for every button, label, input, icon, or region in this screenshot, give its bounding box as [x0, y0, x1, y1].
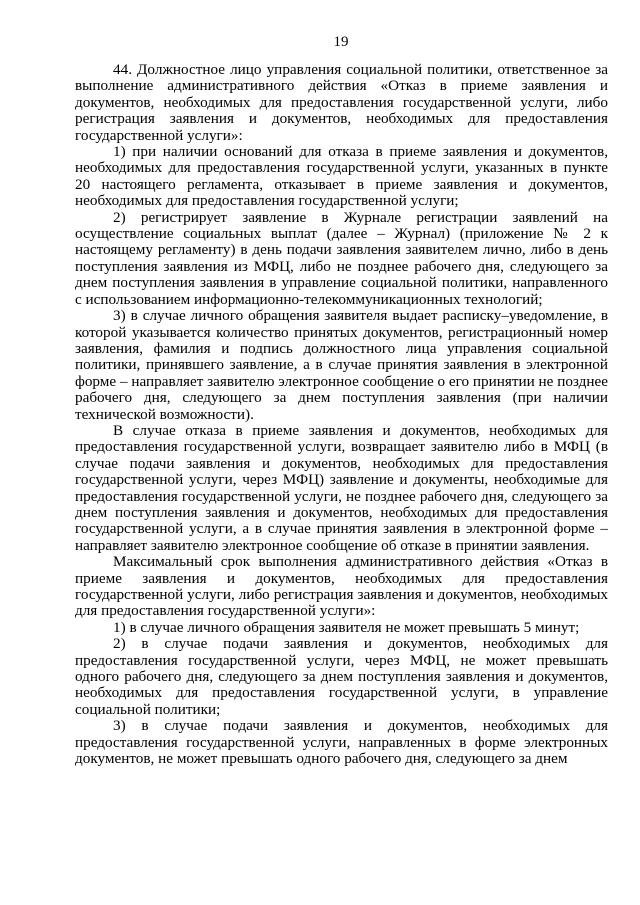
list-item-1-refusal: 1) при наличии оснований для отказа в приеме заявления и документов, необходимых для предоставления государственной услуги, указанных в пункте 20 настоящего регламента, отказывает в приеме заявления и документов, необходимых для предоставления государственной услуги;: [75, 143, 608, 210]
paragraph-44-intro: 44. Должностное лицо управления социальной политики, ответственное за выполнение административного действия «Отказ в приеме заявления и документов, необходимых для предоставления государственной услуги, либо регистрация заявления и документов, необходимых для предоставления государственной услуги»:: [75, 61, 608, 144]
list-item-2-registration: 2) регистрирует заявление в Журнале регистрации заявлений на осуществление социальных выплат (далее – Журнал) (приложение № 2 к настоящему регламенту) в день подачи заявления заявителем лично, либо в день поступления заявления из МФЦ, либо не позднее рабочего дня, следующего за днем поступления заявления в управление социальной политики, направленного с использованием информационно-телекоммуникационных технологий;: [75, 208, 608, 308]
term-item-1: 1) в случае личного обращения заявителя не может превышать 5 минут;: [113, 618, 580, 636]
term-item-2: 2) в случае подачи заявления и документов, необходимых для предоставления государственной услуги, через МФЦ, не может превышать одного рабочего дня, следующего за днем поступления заявления и документов, необходимых для предоставления государственной услуги, в управление социальной политики;: [75, 635, 608, 718]
term-item-3: 3) в случае подачи заявления и документов, необходимых для предоставления государственной услуги, направленных в форме электронных документов, не может превышать одного рабочего дня, следующего за днем: [75, 717, 608, 768]
page-number: 19: [333, 34, 349, 50]
document-body: [75, 62, 608, 767]
paragraph-refusal-case: В случае отказа в приеме заявления и документов, необходимых для предоставления государственной услуги, возвращает заявителю либо в МФЦ (в случае подачи заявления и документов, необходимых для предоставления государственной услуги, через МФЦ) заявление и документы, необходимые для предоставления государственной услуги, не позднее рабочего дня, следующего за днем поступления заявления и документов, необходимых для предоставления государственной услуги, а в случае принятия заявления в электронной форме – направляет заявителю электронное сообщение об отказе в принятии заявления.: [75, 421, 608, 554]
list-item-3-receipt: 3) в случае личного обращения заявителя выдает расписку–уведомление, в которой указывается количество принятых документов, регистрационный номер заявления, фамилия и подпись должностного лица управления социальной политики, принявшего заявление, а в случае принятия заявления в электронной форме – направляет заявителю электронное сообщение о его принятии не позднее рабочего дня, следующего за днем поступления заявления (при наличии технической возможности).: [75, 307, 608, 423]
paragraph-max-term: Максимальный срок выполнения административного действия «Отказ в приеме заявления и документов, необходимых для предоставления государственной услуги, либо регистрация заявления и документов, необходимых для предоставления государственной услуги»:: [75, 553, 608, 620]
